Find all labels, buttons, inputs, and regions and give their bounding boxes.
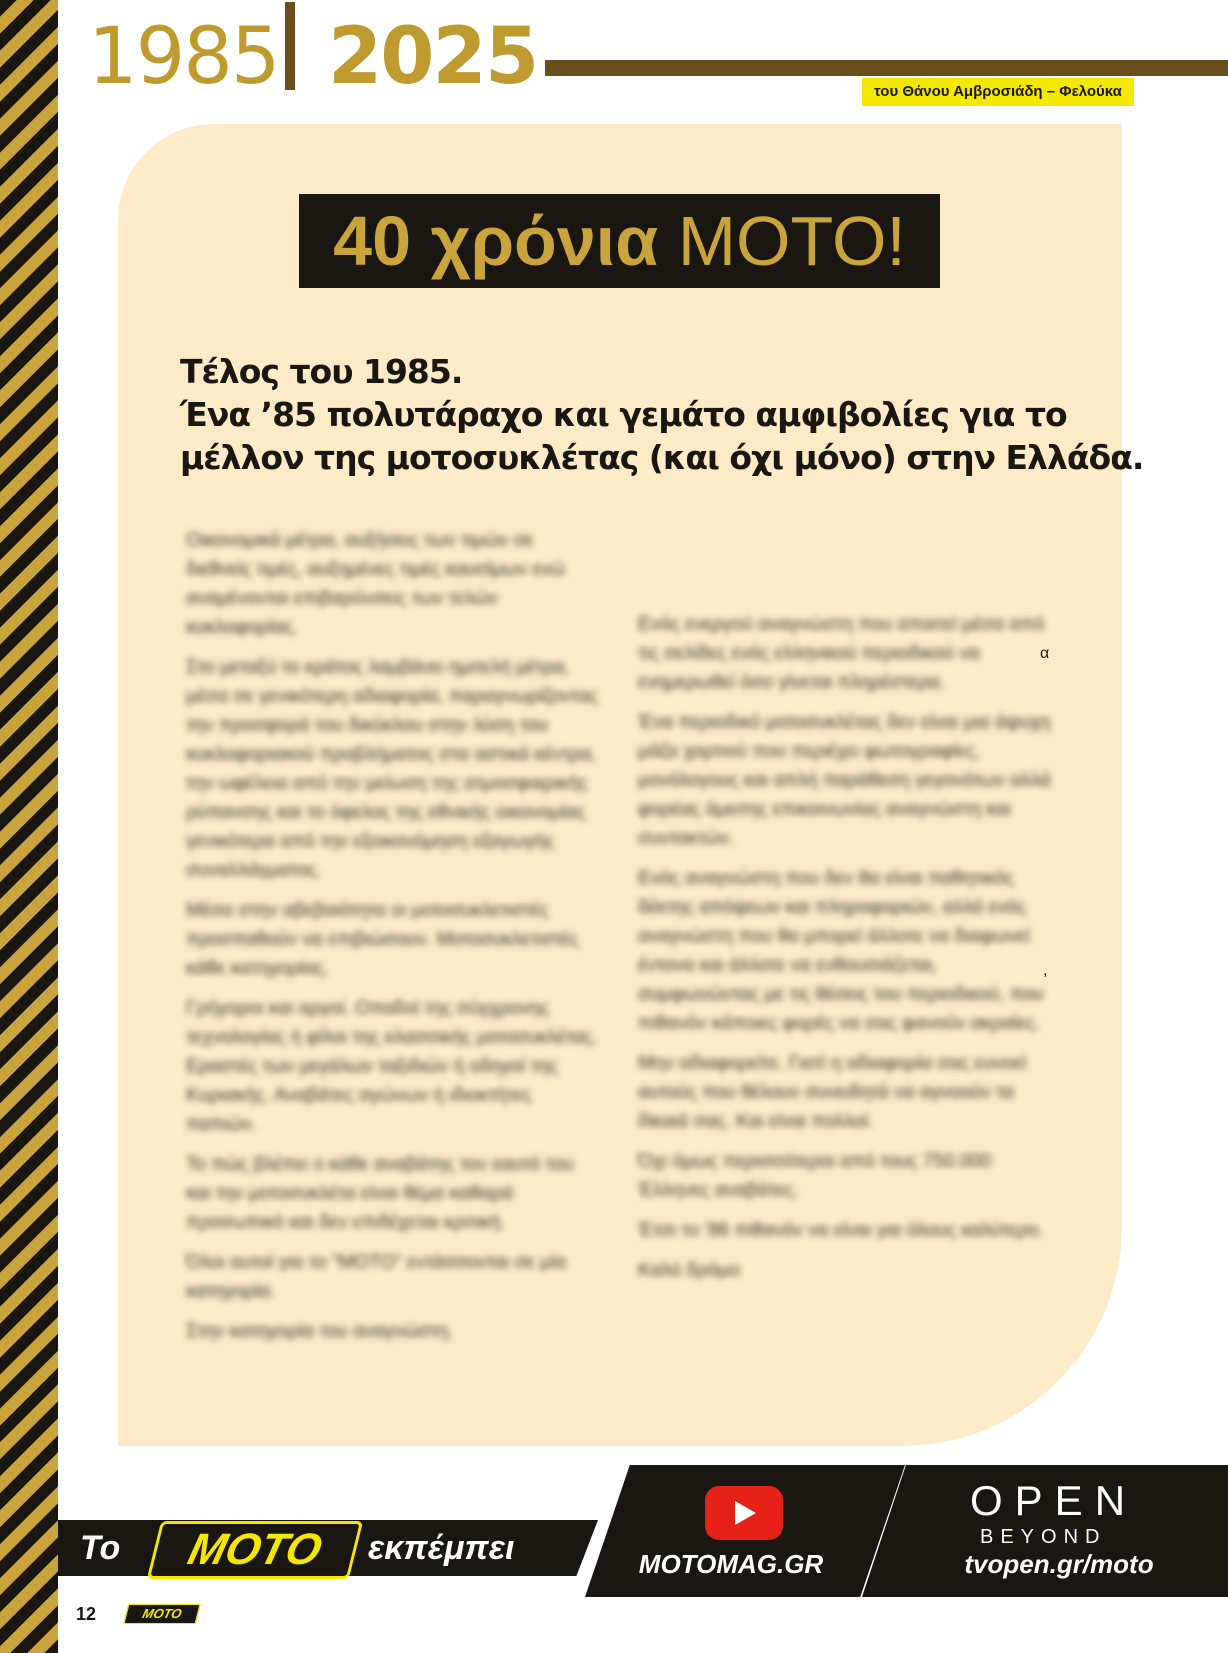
author-byline: του Θάνου Αμβροσιάδη – Φελούκα: [862, 78, 1134, 106]
youtube-channel-link[interactable]: MOTOMAG.GR: [638, 1549, 824, 1579]
year-end: 2025: [328, 12, 538, 102]
paragraph: Καλό δρόμο: [638, 1260, 740, 1281]
lead-line: Ένα ’85 πολυτάραχο και γεμάτο αμφιβολίες για το: [180, 395, 1067, 434]
paragraph: Μέσα στην αβεβαιότητα οι μοτοσυκλετιστές προσπαθούν να επιβιώσουν. Μοτοσυκλετιστές κάθε κατηγορίας.: [186, 900, 579, 979]
article-lead: [180, 350, 1144, 479]
open-tv-link[interactable]: tvopen.gr/moto: [964, 1549, 1154, 1579]
stray-glyph: ,: [1043, 962, 1048, 979]
body-column-left: [186, 526, 600, 1357]
paragraph: Το πώς βλέπει ο κάθε αναβάτης τον εαυτό του και την μοτοσυκλέτα είναι θέμα καθαρά προσωπικό και δεν επιδέχεται κριτική.: [186, 1154, 574, 1233]
paragraph: Μην αδιαφορείτε. Γιατί η αδιαφορία σας ευνοεί αυτούς που θέλουν συνειδητά να αγνοούν τα δίκαιά σας. Και είναι πολλοί.: [638, 1053, 1027, 1132]
article-title: [299, 194, 940, 288]
title-regular-part: ΜΟΤΟ!: [677, 202, 906, 280]
footer-moto-logo: MOTO: [124, 1604, 201, 1624]
youtube-play-icon: [705, 1486, 783, 1540]
paragraph: Έτσι το '86 πιθανόν να είναι για όλους καλύτερο.: [638, 1220, 1044, 1241]
year-divider: [285, 2, 295, 90]
header-rule: [545, 60, 1228, 76]
paragraph: Στην κατηγορία του αναγνώστη.: [186, 1321, 454, 1342]
paragraph: Όλοι αυτοί για το "ΜΟΤΟ" εντάσσονται σε μία κατηγορία.: [186, 1252, 567, 1302]
paragraph: Γρήγοροι και αργοί. Οπαδοί της σύγχρονης τεχνολογίας ή φίλοι της κλασσικής μοτοσυκλέτας. Εραστές των μεγάλων ταξιδιών ή οδηγοί της Κυριακής. Αναβάτες αγώνων ή ιδιοκτήτες παπιών.: [186, 998, 598, 1135]
paragraph: Οικονομικά μέτρα, αυξήσεις των τιμών σε διεθνείς τιμές, αυξημένες τιμές καυσίμων ενώ αναμένονται επιβαρύνσεις των τελών κυκλοφορίας.: [186, 530, 566, 638]
page-number: 12: [76, 1604, 97, 1624]
lead-line: Τέλος του 1985.: [180, 352, 463, 391]
paragraph: Ενός ενεργού αναγνώστη που απαιτεί μέσα από τις σελίδες ενός ελληνικού περιοδικού να ενημερωθεί όσο γίνεται πληρέστερα.: [638, 614, 1045, 693]
paragraph: Ενός αναγνώστη που δεν θα είναι παθητικός δέκτης απόψεων και πληροφοριών, αλλά ενός αναγνώστη που θα μπορεί άλλοτε να διαφωνεί έντονα και άλλοτε να ενθουσιάζεται, συμφωνώντας με τις θέσεις του περιοδικού, που πιθανόν κάποιες φορές να σας φανούν ακραίες.: [638, 868, 1044, 1034]
open-tagline: BEYOND: [980, 1526, 1107, 1548]
promo-suffix: εκπέμπει: [368, 1529, 515, 1567]
moto-logo: MOTO: [147, 1521, 363, 1579]
diagonal-stripe-border: [0, 0, 58, 1653]
paragraph: Όχι όμως περισσότεροι από τους 750.000 Έλληνες αναβάτες.: [638, 1151, 992, 1201]
year-start: 1985: [88, 12, 279, 102]
open-logo: OPEN: [970, 1477, 1138, 1524]
title-bold-part: 40 χρόνια: [333, 202, 659, 280]
body-column-right: [638, 610, 1054, 1296]
promo-prefix: Το: [80, 1529, 121, 1567]
paragraph: Ένα περιοδικό μοτοσυκλέτας δεν είναι μια άψυχη μάζα χαρτιού που περιέχει φωτογραφίες, μονόλογους και απλή παράθεση γεγονότων αλλά φορέας άμεσης επικοινωνίας αναγνώστη και συντακτών.: [638, 712, 1051, 849]
paragraph: Στο μεταξύ το κράτος λαμβάνει ημιτελή μέτρα, μέσα σε γενικότερη αδιαφορία, παραγνωρίζοντας την προσφορά του δικύκλου στην λύση του κυκλοφοριακού προβλήματος στα αστικά κέντρα, την ωφέλεια από την μείωση της ατμοσφαιρικής ρύπανσης και το όφελος της εθνικής οικονομίας γενικότερα από την εξοικονόμηση εξαγωγής συναλλάγματος.: [186, 657, 599, 881]
stray-glyph: α: [1040, 645, 1050, 662]
lead-line: μέλλον της μοτοσυκλέτας (και όχι μόνο) στην Ελλάδα.: [180, 438, 1144, 477]
